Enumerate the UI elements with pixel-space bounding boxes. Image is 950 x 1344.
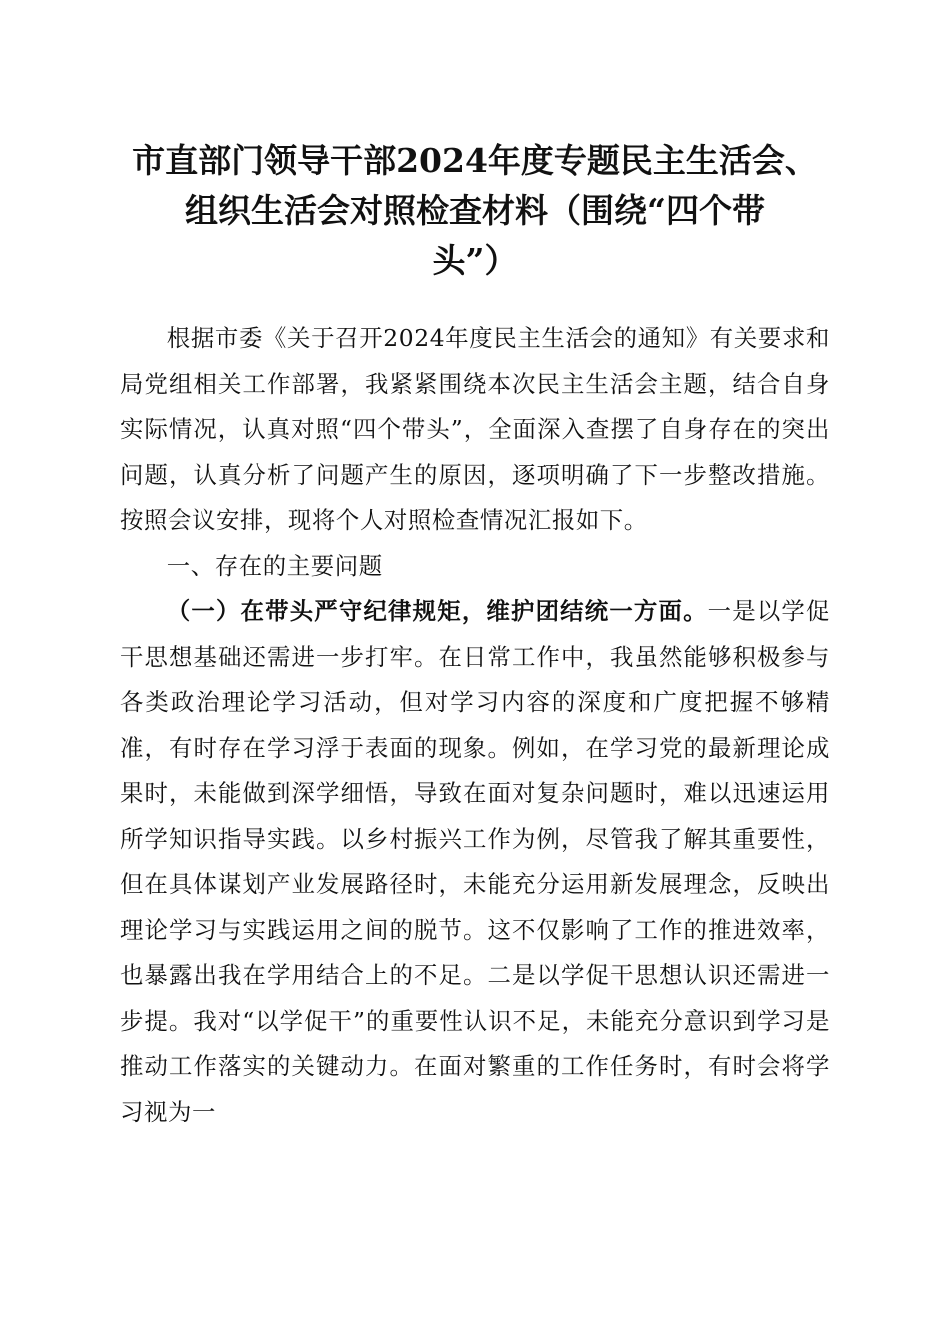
title-line-3: 头”） [432, 241, 518, 280]
title-line-1: 市直部门领导干部2024年度专题民主生活会、 [132, 141, 818, 180]
subsection-paragraph [120, 589, 830, 1135]
section-heading: 一、存在的主要问题 [166, 551, 383, 580]
subsection-heading: （一）在带头严守纪律规矩，维护团结统一方面。 [166, 597, 708, 625]
intro-paragraph: 根据市委《关于召开2024年度民主生活会的通知》有关要求和局党组相关工作部署，我紧紧围绕本次民主生活会主题，结合自身实际情况，认真对照“四个带头”，全面深入查摆了自身存在的突出问题，认真分析了问题产生的原因，逐项明确了下一步整改措施。按照会议安排，现将个人对照检查情况汇报如下。 [120, 324, 830, 534]
document-body [120, 316, 830, 1135]
title-line-2: 组织生活会对照检查材料（围绕“四个带 [185, 191, 765, 230]
subsection-body: 一是以学促干思想基础还需进一步打牢。在日常工作中，我虽然能够积极参与各类政治理论学习活动，但对学习内容的深度和广度把握不够精准，有时存在学习浮于表面的现象。例如，在学习党的最新理论成果时，未能做到深学细悟，导致在面对复杂问题时，难以迅速运用所学知识指导实践。以乡村振兴工作为例，尽管我了解其重要性，但在具体谋划产业发展路径时，未能充分运用新发展理念，反映出理论学习与实践运用之间的脱节。这不仅影响了工作的推进效率，也暴露出我在学用结合上的不足。二是以学促干思想认识还需进一步提。我对“以学促干”的重要性认识不足，未能充分意识到学习是推动工作落实的关键动力。在面对繁重的工作任务时，有时会将学习视为一 [120, 597, 831, 1126]
document-title [110, 136, 840, 286]
